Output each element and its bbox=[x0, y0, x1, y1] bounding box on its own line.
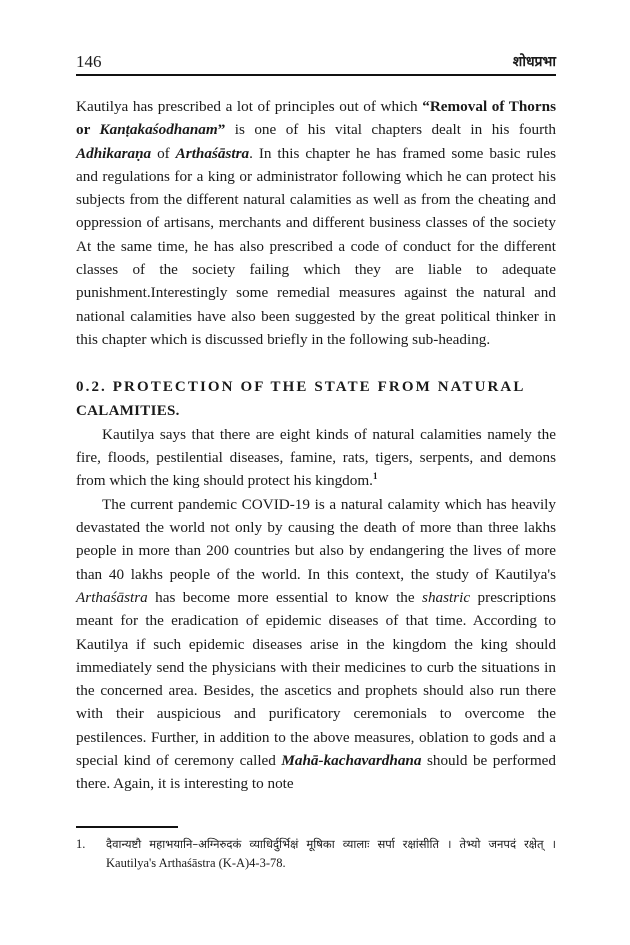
bold-italic-term: Mahā-kachavardhana bbox=[281, 752, 422, 770]
bold-italic-term: Adhikaraṇa bbox=[76, 144, 152, 162]
footnote bbox=[76, 835, 556, 873]
text-run: should be performed there. Again, it is interesting to note bbox=[76, 752, 557, 793]
text-run: . In this chapter he has framed some basic rules and regulations for a king or administrator following which he can protect his subjects from the different natural calamities as well as from the cheating and oppression of artisans, merchants and different business classes of the society At the same time, he has also prescribed a code of conduct for the different classes of the society failing which they are liable to adequate punishment.Interestingly some remedial measures against the natural and national calamities have also been suggested by the great political thinker in this chapter which is discussed briefly in the following sub-heading. bbox=[76, 144, 556, 348]
footnote-text bbox=[106, 835, 556, 873]
footnote-reference[interactable]: 1 bbox=[372, 471, 378, 482]
footnote-rule bbox=[76, 826, 178, 828]
intro-paragraph bbox=[76, 95, 556, 351]
text-run: prescriptions meant for the eradication of epidemic diseases of that time. According to Kautilya if such epidemic diseases arise in the kingdom the king should immediately send the physicians with their medicines to curb the situations in the concerned area. Besides, the ascetics and prophets should also run there with their auspicious and purificatory ceremonials to overcome the pestilences. Further, in addition to the above measures, oblation to gods and a special kind of ceremony called bbox=[76, 588, 556, 770]
calamities-paragraph bbox=[76, 423, 556, 493]
italic-term: shastric bbox=[422, 588, 471, 606]
text-run: of bbox=[151, 144, 176, 162]
text-run: The current pandemic COVID-19 is a natural calamity which has heavily devastated the world not only by causing the death of more than three lakhs people in more than 200 countries but also by endangering the lives of more than 40 lakhs people of the world. In this context, the study of Kautilya's bbox=[76, 495, 556, 583]
header-rule bbox=[76, 74, 556, 76]
footnote-citation: Kautilya's Arthaśāstra (K-A)4-3-78. bbox=[106, 856, 286, 870]
section-heading bbox=[76, 376, 556, 423]
text-run: Kautilya has prescribed a lot of principles out of which bbox=[76, 98, 423, 115]
sanskrit-verse: दैवान्यष्टौ महाभयानि–अग्निरुदकं व्याधिर्दुर्भिक्षं मूषिका व्यालाः सर्पा रक्षांसीति । तेभ्यो जनपदं रक्षेत् । bbox=[106, 837, 556, 851]
journal-title: शोधप्रभा bbox=[512, 54, 556, 70]
heading-line: 0.2. PROTECTION OF THE STATE FROM NATURAL bbox=[76, 379, 526, 396]
body-text bbox=[76, 95, 556, 796]
bold-term: ” bbox=[217, 121, 226, 139]
page-number: 146 bbox=[76, 52, 102, 71]
bold-italic-term: Kanṭakaśodhanam bbox=[99, 121, 218, 139]
text-run: Kautilya says that there are eight kinds of natural calamities namely the fire, floods, pestilential diseases, famine, rats, tigers, serpents, and demons from which the king should protect his kingdom. bbox=[76, 425, 556, 490]
bold-term: “Removal of Thorns or bbox=[76, 98, 557, 139]
covid-paragraph bbox=[76, 493, 556, 796]
italic-term: Arthaśāstra bbox=[76, 588, 148, 606]
text-run: is one of his vital chapters dealt in his fourth bbox=[225, 121, 556, 139]
heading-line: CALAMITIES. bbox=[76, 402, 180, 419]
footnote-number: 1. bbox=[76, 837, 86, 851]
running-header bbox=[76, 50, 556, 72]
bold-italic-term: Arthaśāstra bbox=[175, 144, 250, 162]
text-run: has become more essential to know the bbox=[147, 588, 423, 606]
